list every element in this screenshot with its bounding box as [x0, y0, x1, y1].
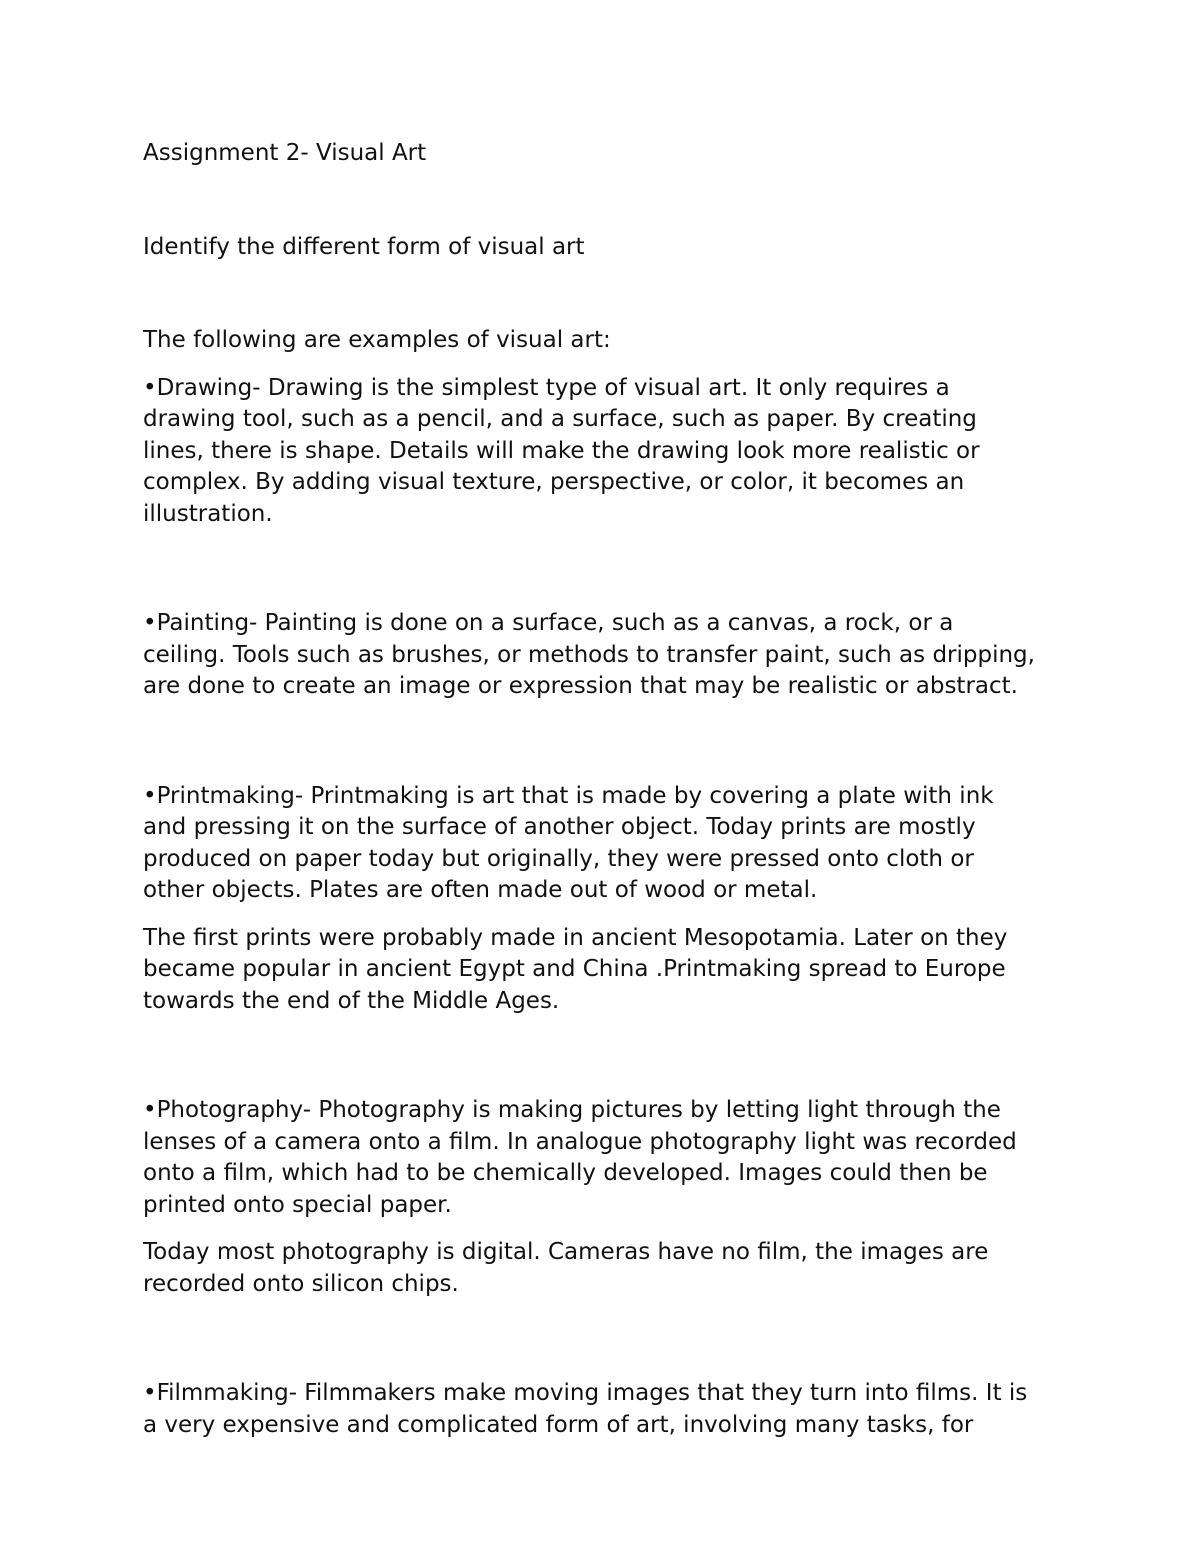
paragraph-line: •Filmmaking- Filmmakers make moving images that they turn into films. It is: [143, 1380, 1028, 1406]
paragraph-line: complex. By adding visual texture, perspective, or color, it becomes an: [143, 469, 965, 495]
photography-today-paragraph: [143, 1237, 1073, 1300]
paragraph-line: ceiling. Tools such as brushes, or methods to transfer paint, such as dripping,: [143, 641, 1035, 668]
paragraph-line: lenses of a camera onto a film. In analogue photography light was recorded: [143, 1128, 1017, 1155]
paragraph-line: recorded onto silicon chips.: [143, 1270, 459, 1297]
printmaking-history-paragraph: [143, 923, 1073, 1018]
printmaking-paragraph: [143, 781, 1073, 907]
paragraph-line: a very expensive and complicated form of art, involving many tasks, for: [143, 1411, 974, 1438]
document-title: Assignment 2- Visual Art: [143, 140, 427, 166]
paragraph-line: illustration.: [143, 500, 273, 527]
paragraph-line: became popular in ancient Egypt and China .Printmaking spread to Europe: [143, 956, 1006, 982]
paragraph-line: and pressing it on the surface of another object. Today prints are mostly: [143, 814, 976, 840]
paragraph-line: •Drawing- Drawing is the simplest type of visual art. It only requires a: [143, 374, 950, 401]
paragraph-line: •Photography- Photography is making pictures by letting light through the: [143, 1097, 1001, 1123]
drawing-paragraph: [143, 373, 1073, 531]
paragraph-line: •Painting- Painting is done on a surface, such as a canvas, a rock, or a: [143, 610, 954, 636]
photography-paragraph: [143, 1095, 1073, 1221]
paragraph-line: lines, there is shape. Details will make the drawing look more realistic or: [143, 437, 980, 464]
paragraph-line: towards the end of the Middle Ages.: [143, 987, 560, 1014]
paragraph-line: are done to create an image or expression that may be realistic or abstract.: [143, 673, 1018, 699]
paragraph-line: other objects. Plates are often made out of wood or metal.: [143, 877, 818, 903]
paragraph-line: •Printmaking- Printmaking is art that is made by covering a plate with ink: [143, 782, 994, 809]
paragraph-line: onto a film, which had to be chemically developed. Images could then be: [143, 1160, 988, 1186]
document-body: [143, 138, 1073, 1457]
painting-paragraph: [143, 608, 1073, 703]
paragraph-line: drawing tool, such as a pencil, and a surface, such as paper. By creating: [143, 406, 977, 432]
filmmaking-paragraph: [143, 1378, 1073, 1441]
paragraph-line: produced on paper today but originally, they were pressed onto cloth or: [143, 845, 974, 872]
paragraph-line: printed onto special paper.: [143, 1191, 452, 1218]
paragraph-line: The first prints were probably made in ancient Mesopotamia. Later on they: [143, 924, 1008, 951]
intro-text: The following are examples of visual art:: [143, 327, 611, 353]
paragraph-line: Today most photography is digital. Cameras have no film, the images are: [143, 1239, 989, 1265]
document-subtitle: Identify the different form of visual art: [143, 233, 585, 260]
